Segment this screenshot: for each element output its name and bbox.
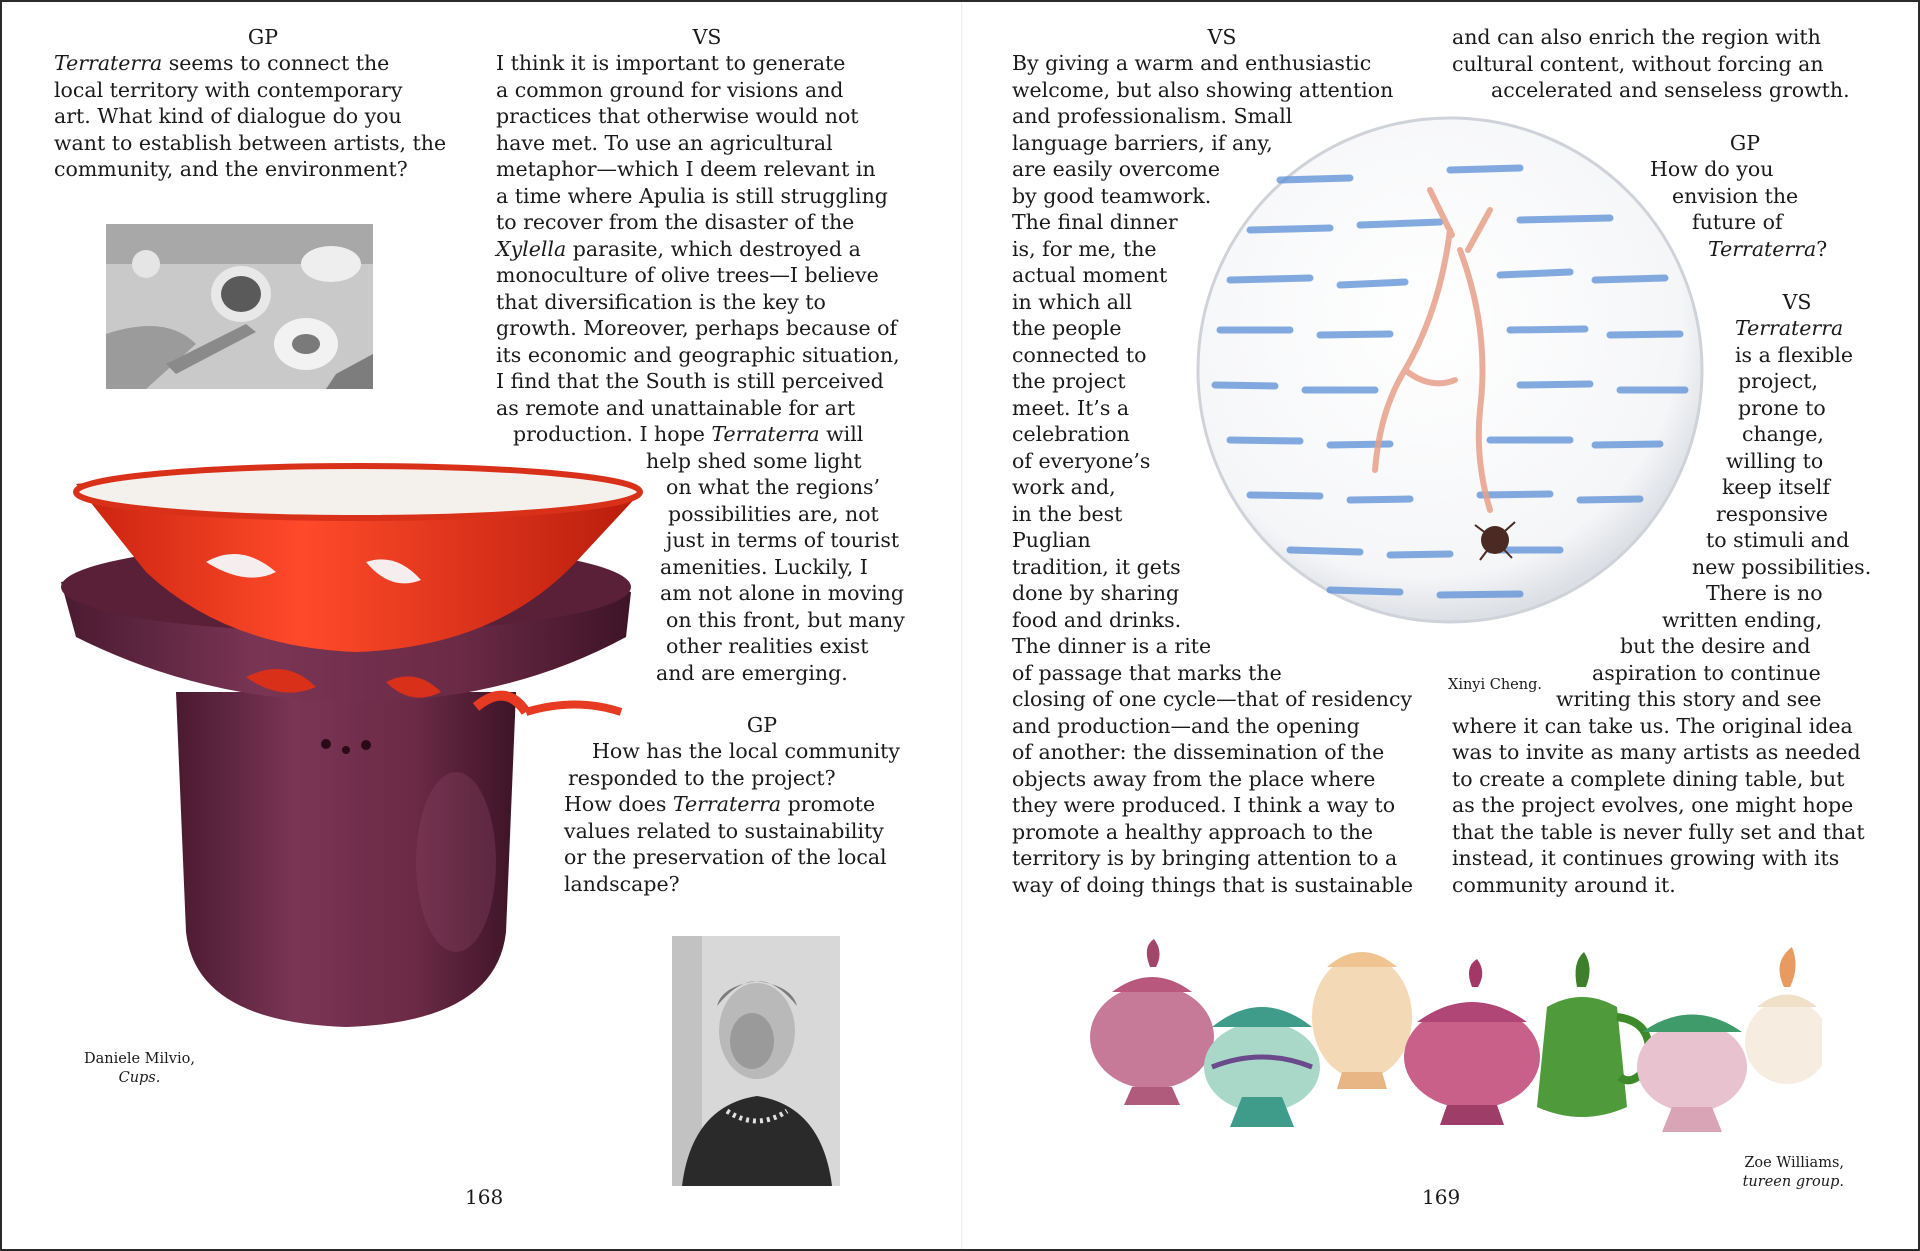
text-line: and production—and the opening (1012, 713, 1360, 738)
text-line: How do you (1650, 157, 1774, 181)
text-line: art. What kind of dialogue do you (54, 104, 402, 128)
text-line: The final dinner (1012, 210, 1178, 234)
speaker-label-vs-2: VS (1207, 25, 1237, 49)
caption-cups-artist: Daniele Milvio, (84, 1051, 195, 1067)
text-line: and are emerging. (656, 660, 848, 685)
caption-plate: Xinyi Cheng. (1448, 677, 1542, 693)
text-line: Xylella parasite, which destroyed a (496, 236, 861, 261)
text-line: Terraterra seems to connect the (54, 51, 390, 75)
text-line: that diversification is the key to (496, 289, 826, 314)
question-future (1642, 156, 1827, 262)
text-line: closing of one cycle—that of residency (1012, 687, 1413, 711)
text-line: possibilities are, not (668, 501, 879, 526)
text-line: objects away from the place where (1012, 766, 1376, 791)
text-line: and can also enrich the region with (1452, 25, 1821, 49)
col4-answer (1452, 315, 1871, 898)
speaker-label-gp-3: GP (1729, 131, 1761, 155)
text-line: of everyone’s (1012, 448, 1151, 473)
text-line: tradition, it gets (1012, 554, 1181, 579)
col3-text (1012, 50, 1413, 898)
text-line: is a flexible (1735, 342, 1854, 367)
text-line: landscape? (564, 871, 680, 896)
text-line: community around it. (1452, 872, 1676, 897)
caption-cups-work: Cups. (118, 1070, 161, 1086)
text-line: celebration (1012, 422, 1130, 446)
question-community (564, 738, 900, 897)
text-line: help shed some light (646, 448, 862, 473)
page-number-right: 169 (1422, 1185, 1461, 1209)
text-line: on what the regions’ (666, 475, 881, 499)
text-line: Puglian (1012, 528, 1091, 552)
text-line: by good teamwork. (1012, 183, 1212, 208)
table-photo (106, 224, 373, 389)
text-line: envision the (1672, 183, 1799, 208)
text-line: other realities exist (666, 634, 869, 658)
text-line: promote a healthy approach to the (1012, 819, 1374, 844)
text-line: How has the local community (592, 739, 900, 763)
text-line: writing this story and see (1556, 687, 1822, 711)
text-line: food and drinks. (1012, 607, 1182, 632)
text-line: instead, it continues growing with its (1452, 846, 1840, 870)
col4-continuation (1452, 24, 1850, 104)
tureen-group-image (1072, 927, 1822, 1142)
text-line: prone to (1738, 395, 1826, 420)
text-line: and professionalism. Small (1012, 104, 1293, 128)
text-line: I find that the South is still perceived (496, 369, 884, 393)
speaker-label-vs-3: VS (1782, 290, 1812, 314)
text-line: written ending, (1662, 607, 1823, 632)
text-line: practices that otherwise would not (496, 104, 859, 128)
text-line: but the desire and (1620, 634, 1811, 658)
text-line: are easily overcome (1012, 157, 1221, 181)
text-line: production. I hope Terraterra will (513, 422, 864, 446)
text-line: of passage that marks the (1012, 660, 1282, 685)
text-line: as the project evolves, one might hope (1452, 793, 1854, 817)
text-line: The dinner is a rite (1012, 634, 1212, 658)
text-line: is, for me, the (1012, 236, 1157, 261)
speaker-label-vs-1: VS (692, 25, 722, 49)
text-line: future of (1692, 210, 1783, 234)
text-line: aspiration to continue (1592, 660, 1821, 685)
text-line: community, and the environment? (54, 157, 408, 181)
text-line: am not alone in moving (660, 581, 904, 605)
text-line: local territory with contemporary (54, 77, 403, 102)
text-line: I think it is important to generate (496, 51, 846, 75)
text-line: responsive (1716, 501, 1828, 526)
text-line: a time where Apulia is still struggling (496, 183, 888, 208)
text-line: was to invite as many artists as needed (1452, 740, 1861, 764)
text-line: metaphor—which I deem relevant in (496, 157, 876, 181)
text-line: Terraterra (1735, 316, 1844, 340)
caption-tureen (1734, 1154, 1844, 1192)
text-line: its economic and geographic situation, (496, 342, 900, 367)
text-line: where it can take us. The original idea (1452, 713, 1853, 738)
text-line: language barriers, if any, (1012, 130, 1273, 155)
text-line: How does Terraterra promote (564, 792, 876, 816)
portrait-photo (672, 936, 840, 1186)
text-line: in the best (1012, 501, 1123, 526)
text-line: meet. It’s a (1012, 395, 1130, 420)
text-line: responded to the project? (568, 765, 836, 790)
text-line: just in terms of tourist (666, 528, 900, 552)
text-line: By giving a warm and enthusiastic (1012, 51, 1372, 75)
text-line: work and, (1012, 475, 1116, 499)
text-line: keep itself (1722, 475, 1830, 499)
text-line: cultural content, without forcing an (1452, 51, 1824, 76)
text-line: to stimuli and (1706, 528, 1850, 552)
text-line: values related to sustainability (564, 818, 884, 843)
text-line: the people (1012, 316, 1122, 340)
caption-tureen-artist: Zoe Williams, (1744, 1155, 1844, 1171)
text-line: they were produced. I think a way to (1012, 793, 1396, 817)
text-line: actual moment (1012, 263, 1168, 287)
text-line: accelerated and senseless growth. (1491, 78, 1850, 102)
caption-cups (84, 1050, 195, 1088)
text-line: way of doing things that is sustainable (1012, 872, 1414, 897)
page-number-left: 168 (465, 1185, 504, 1209)
text-line: to create a complete dining table, but (1452, 766, 1845, 791)
text-line: want to establish between artists, the (54, 130, 447, 155)
page-gutter (961, 2, 963, 1251)
text-line: on this front, but many (666, 607, 905, 632)
text-line: that the table is never fully set and that (1452, 819, 1865, 844)
text-line: done by sharing (1012, 581, 1180, 605)
text-line: new possibilities. (1692, 554, 1872, 579)
text-line: welcome, but also showing attention (1012, 77, 1394, 102)
text-line: a common ground for visions and (496, 77, 844, 102)
text-line: project, (1738, 369, 1818, 393)
text-line: or the preservation of the local (564, 845, 887, 869)
speaker-label-gp-2: GP (746, 713, 778, 737)
text-line: amenities. Luckily, I (660, 554, 868, 579)
text-line: as remote and unattainable for art (496, 395, 856, 420)
caption-tureen-work: tureen group. (1742, 1174, 1844, 1190)
text-line: growth. Moreover, perhaps because of (496, 316, 898, 340)
text-line: in which all (1012, 289, 1133, 314)
text-line: of another: the dissemination of the (1012, 740, 1385, 764)
col1-text (54, 50, 446, 183)
text-line: change, (1742, 422, 1824, 446)
text-line: There is no (1706, 581, 1823, 605)
text-line: have met. To use an agricultural (496, 130, 833, 155)
text-line: willing to (1726, 448, 1824, 473)
col2-text (496, 50, 905, 686)
text-line: territory is by bringing attention to a (1012, 846, 1398, 870)
text-line: monoculture of olive trees—I believe (496, 263, 879, 287)
text-line: to recover from the disaster of the (496, 210, 855, 234)
text-line: the project (1012, 369, 1126, 393)
speaker-label-gp: GP (247, 25, 279, 49)
text-line: Terraterra? (1708, 236, 1828, 261)
text-line: connected to (1012, 342, 1147, 367)
